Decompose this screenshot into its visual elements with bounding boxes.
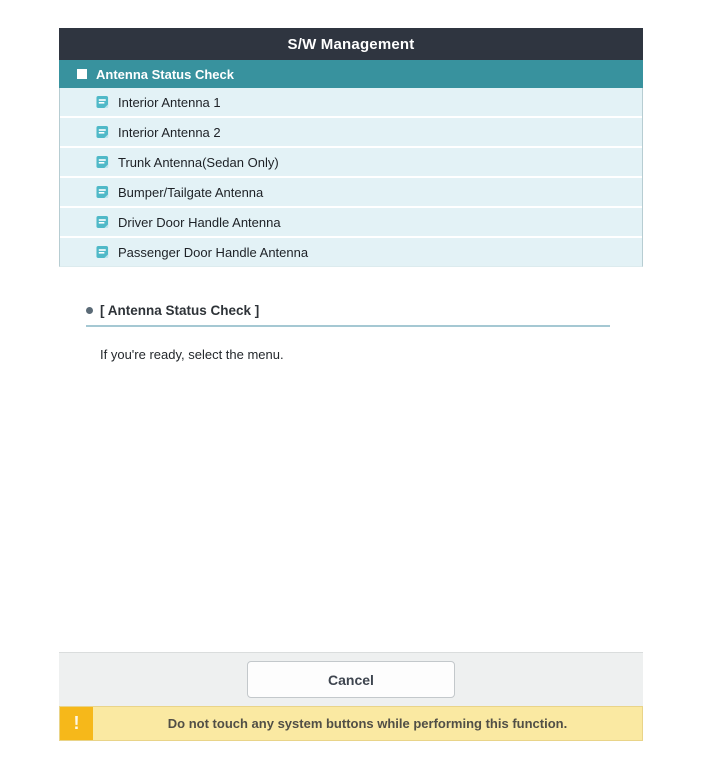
bullet-dot-icon	[86, 307, 93, 314]
document-icon	[96, 155, 109, 169]
cancel-button[interactable]: Cancel	[247, 661, 455, 698]
menu-item-label: Bumper/Tailgate Antenna	[118, 184, 264, 200]
sw-management-panel	[59, 28, 643, 362]
footer-bar	[59, 652, 643, 706]
window-title-bar	[59, 28, 643, 60]
page-title: S/W Management	[287, 35, 415, 53]
square-bullet-icon	[77, 69, 87, 79]
category-label: Antenna Status Check	[96, 66, 234, 82]
warning-message: Do not touch any system buttons while performing this function.	[167, 716, 568, 731]
warning-bar	[59, 706, 643, 741]
menu-item-passenger-door-handle-antenna[interactable]	[60, 238, 642, 266]
document-icon	[96, 245, 109, 259]
menu-item-label: Passenger Door Handle Antenna	[118, 244, 309, 260]
document-icon	[96, 215, 109, 229]
detail-section-title: [ Antenna Status Check ]	[100, 303, 260, 318]
menu-item-bumper-tailgate-antenna[interactable]	[60, 178, 642, 206]
instruction-text: If you're ready, select the menu.	[100, 347, 284, 362]
menu-item-label: Interior Antenna 1	[118, 94, 221, 110]
menu-item-trunk-antenna[interactable]	[60, 148, 642, 176]
antenna-menu-list	[59, 88, 643, 267]
menu-item-driver-door-handle-antenna[interactable]	[60, 208, 642, 236]
menu-item-interior-antenna-2[interactable]	[60, 118, 642, 146]
document-icon	[96, 95, 109, 109]
category-header	[59, 60, 643, 88]
document-icon	[96, 125, 109, 139]
menu-item-interior-antenna-1[interactable]	[60, 88, 642, 116]
document-icon	[96, 185, 109, 199]
menu-item-label: Trunk Antenna(Sedan Only)	[118, 154, 279, 170]
detail-section-header	[86, 303, 610, 327]
exclamation-icon: !	[60, 707, 93, 740]
menu-item-label: Interior Antenna 2	[118, 124, 221, 140]
menu-item-label: Driver Door Handle Antenna	[118, 214, 281, 230]
